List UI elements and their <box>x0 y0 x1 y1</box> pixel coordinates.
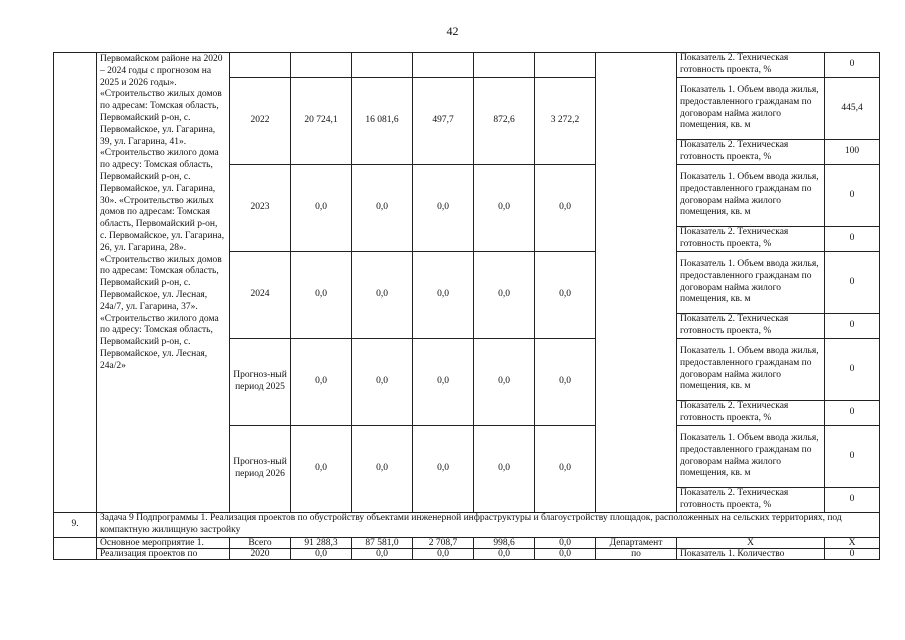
value-cell: 87 581,0 <box>352 537 413 548</box>
task-number: 9. <box>54 513 97 538</box>
table-row <box>54 537 880 548</box>
indicator-name: Показатель 2. Техническая готовность проекта, % <box>677 314 825 339</box>
value-cell: 0,0 <box>474 426 535 513</box>
value-cell: 0,0 <box>535 339 596 426</box>
indicator-value: 0 <box>825 53 880 78</box>
row-number-cell <box>54 53 97 513</box>
value-cell: 0,0 <box>413 252 474 339</box>
indicator-name: Показатель 2. Техническая готовность проекта, % <box>677 140 825 165</box>
indicator-value: 100 <box>825 140 880 165</box>
indicator-name: Показатель 1. Объем ввода жилья, предоставленного гражданам по договорам найма жилого помещения, кв. м <box>677 165 825 227</box>
event-description: Основное мероприятие 1. <box>97 537 230 548</box>
period-cell: 2020 <box>230 548 291 559</box>
indicator-name: Х <box>677 537 825 548</box>
indicator-value: 0 <box>825 314 880 339</box>
value-cell: 0,0 <box>474 548 535 559</box>
value-cell: 0,0 <box>291 426 352 513</box>
indicator-name: Показатель 2. Техническая готовность проекта, % <box>677 401 825 426</box>
indicator-name: Показатель 2. Техническая готовность проекта, % <box>677 53 825 78</box>
page-number: 42 <box>446 24 459 38</box>
executor-cell <box>596 53 677 513</box>
event-description: Первомайском районе на 2020 – 2024 годы с прогнозом на 2025 и 2026 годы». «Строительство жилых домов по адресам: Томская область, Первомайский р-он, с. Первомайское, ул. Гагарина, 39, ул. Гагарина, 41». «Строительство жилого дома по адресу: Томская область, Первомайский р-он, с. Первомайское, ул. Гагарина, 30». «Строительство жилых домов по адресам: Томская область, Первомайский р-он, с. Первомайское, ул. Гагарина, 26, ул. Гагарина, 28». «Строительство жилых домов по адресам: Томская область, Первомайский р-он, с. Первомайское, ул. Лесная, 24а/7, ул. Гагарина, 37». «Строительство жилого дома по адресу: Томская область, Первомайский р-он, с. Первомайское, ул. Лесная, 24а/2» <box>97 53 230 513</box>
indicator-value: 0 <box>825 227 880 252</box>
program-table <box>53 52 880 560</box>
value-cell: 0,0 <box>352 339 413 426</box>
indicator-name: Показатель 1. Объем ввода жилья, предоставленного гражданам по договорам найма жилого помещения, кв. м <box>677 426 825 488</box>
period-cell: Прогноз-ный период 2025 <box>230 339 291 426</box>
value-cell: 0,0 <box>413 548 474 559</box>
value-cell: 16 081,6 <box>352 78 413 165</box>
period-cell: 2022 <box>230 78 291 165</box>
value-cell: 0,0 <box>413 426 474 513</box>
executor-cell: Департамент <box>596 537 677 548</box>
value-cell: 0,0 <box>352 165 413 252</box>
task-row <box>54 513 880 538</box>
value-cell: 0,0 <box>535 426 596 513</box>
indicator-name: Показатель 1. Объем ввода жилья, предоставленного гражданам по договорам найма жилого помещения, кв. м <box>677 339 825 401</box>
indicator-value: 0 <box>825 488 880 513</box>
value-cell: 0,0 <box>535 548 596 559</box>
value-cell: 0,0 <box>352 426 413 513</box>
value-cell: 91 288,3 <box>291 537 352 548</box>
value-cell: 0,0 <box>535 537 596 548</box>
value-cell: 998,6 <box>474 537 535 548</box>
value-cell: 2 708,7 <box>413 537 474 548</box>
indicator-value: 0 <box>825 548 880 559</box>
table-row <box>54 548 880 559</box>
value-cell: 497,7 <box>413 78 474 165</box>
value-cell: 0,0 <box>535 165 596 252</box>
indicator-name: Показатель 1. Объем ввода жилья, предоставленного гражданам по договорам найма жилого помещения, кв. м <box>677 252 825 314</box>
period-cell: Всего <box>230 537 291 548</box>
indicator-name: Показатель 1. Количество <box>677 548 825 559</box>
event-description: Реализация проектов по <box>97 548 230 559</box>
value-cell: 0,0 <box>474 252 535 339</box>
indicator-value: 0 <box>825 426 880 488</box>
value-cell: 0,0 <box>291 252 352 339</box>
indicator-name: Показатель 1. Объем ввода жилья, предоставленного гражданам по договорам найма жилого помещения, кв. м <box>677 78 825 140</box>
indicator-value: 0 <box>825 339 880 401</box>
value-cell: 872,6 <box>474 78 535 165</box>
indicator-value: 445,4 <box>825 78 880 140</box>
value-cell: 3 272,2 <box>535 78 596 165</box>
value-cell: 0,0 <box>474 165 535 252</box>
indicator-value: 0 <box>825 401 880 426</box>
period-cell: 2024 <box>230 252 291 339</box>
table-row <box>54 53 880 78</box>
value-cell: 0,0 <box>474 339 535 426</box>
value-cell: 0,0 <box>291 339 352 426</box>
indicator-name: Показатель 2. Техническая готовность проекта, % <box>677 488 825 513</box>
indicator-value: 0 <box>825 165 880 227</box>
indicator-value: 0 <box>825 252 880 314</box>
indicator-name: Показатель 2. Техническая готовность проекта, % <box>677 227 825 252</box>
task-text: Задача 9 Подпрограммы 1. Реализация проектов по обустройству объектами инженерной инфраструктуры и благоустройству площадок, расположенных на сельских территориях, под компактную жилищную застройку <box>97 513 880 538</box>
period-cell: 2023 <box>230 165 291 252</box>
value-cell: 0,0 <box>535 252 596 339</box>
value-cell: 0,0 <box>413 339 474 426</box>
value-cell: 0,0 <box>291 548 352 559</box>
value-cell: 0,0 <box>291 165 352 252</box>
indicator-value: Х <box>825 537 880 548</box>
period-cell: Прогноз-ный период 2026 <box>230 426 291 513</box>
value-cell: 0,0 <box>352 252 413 339</box>
value-cell: 0,0 <box>413 165 474 252</box>
value-cell: 0,0 <box>352 548 413 559</box>
executor-cell: по <box>596 548 677 559</box>
value-cell: 20 724,1 <box>291 78 352 165</box>
